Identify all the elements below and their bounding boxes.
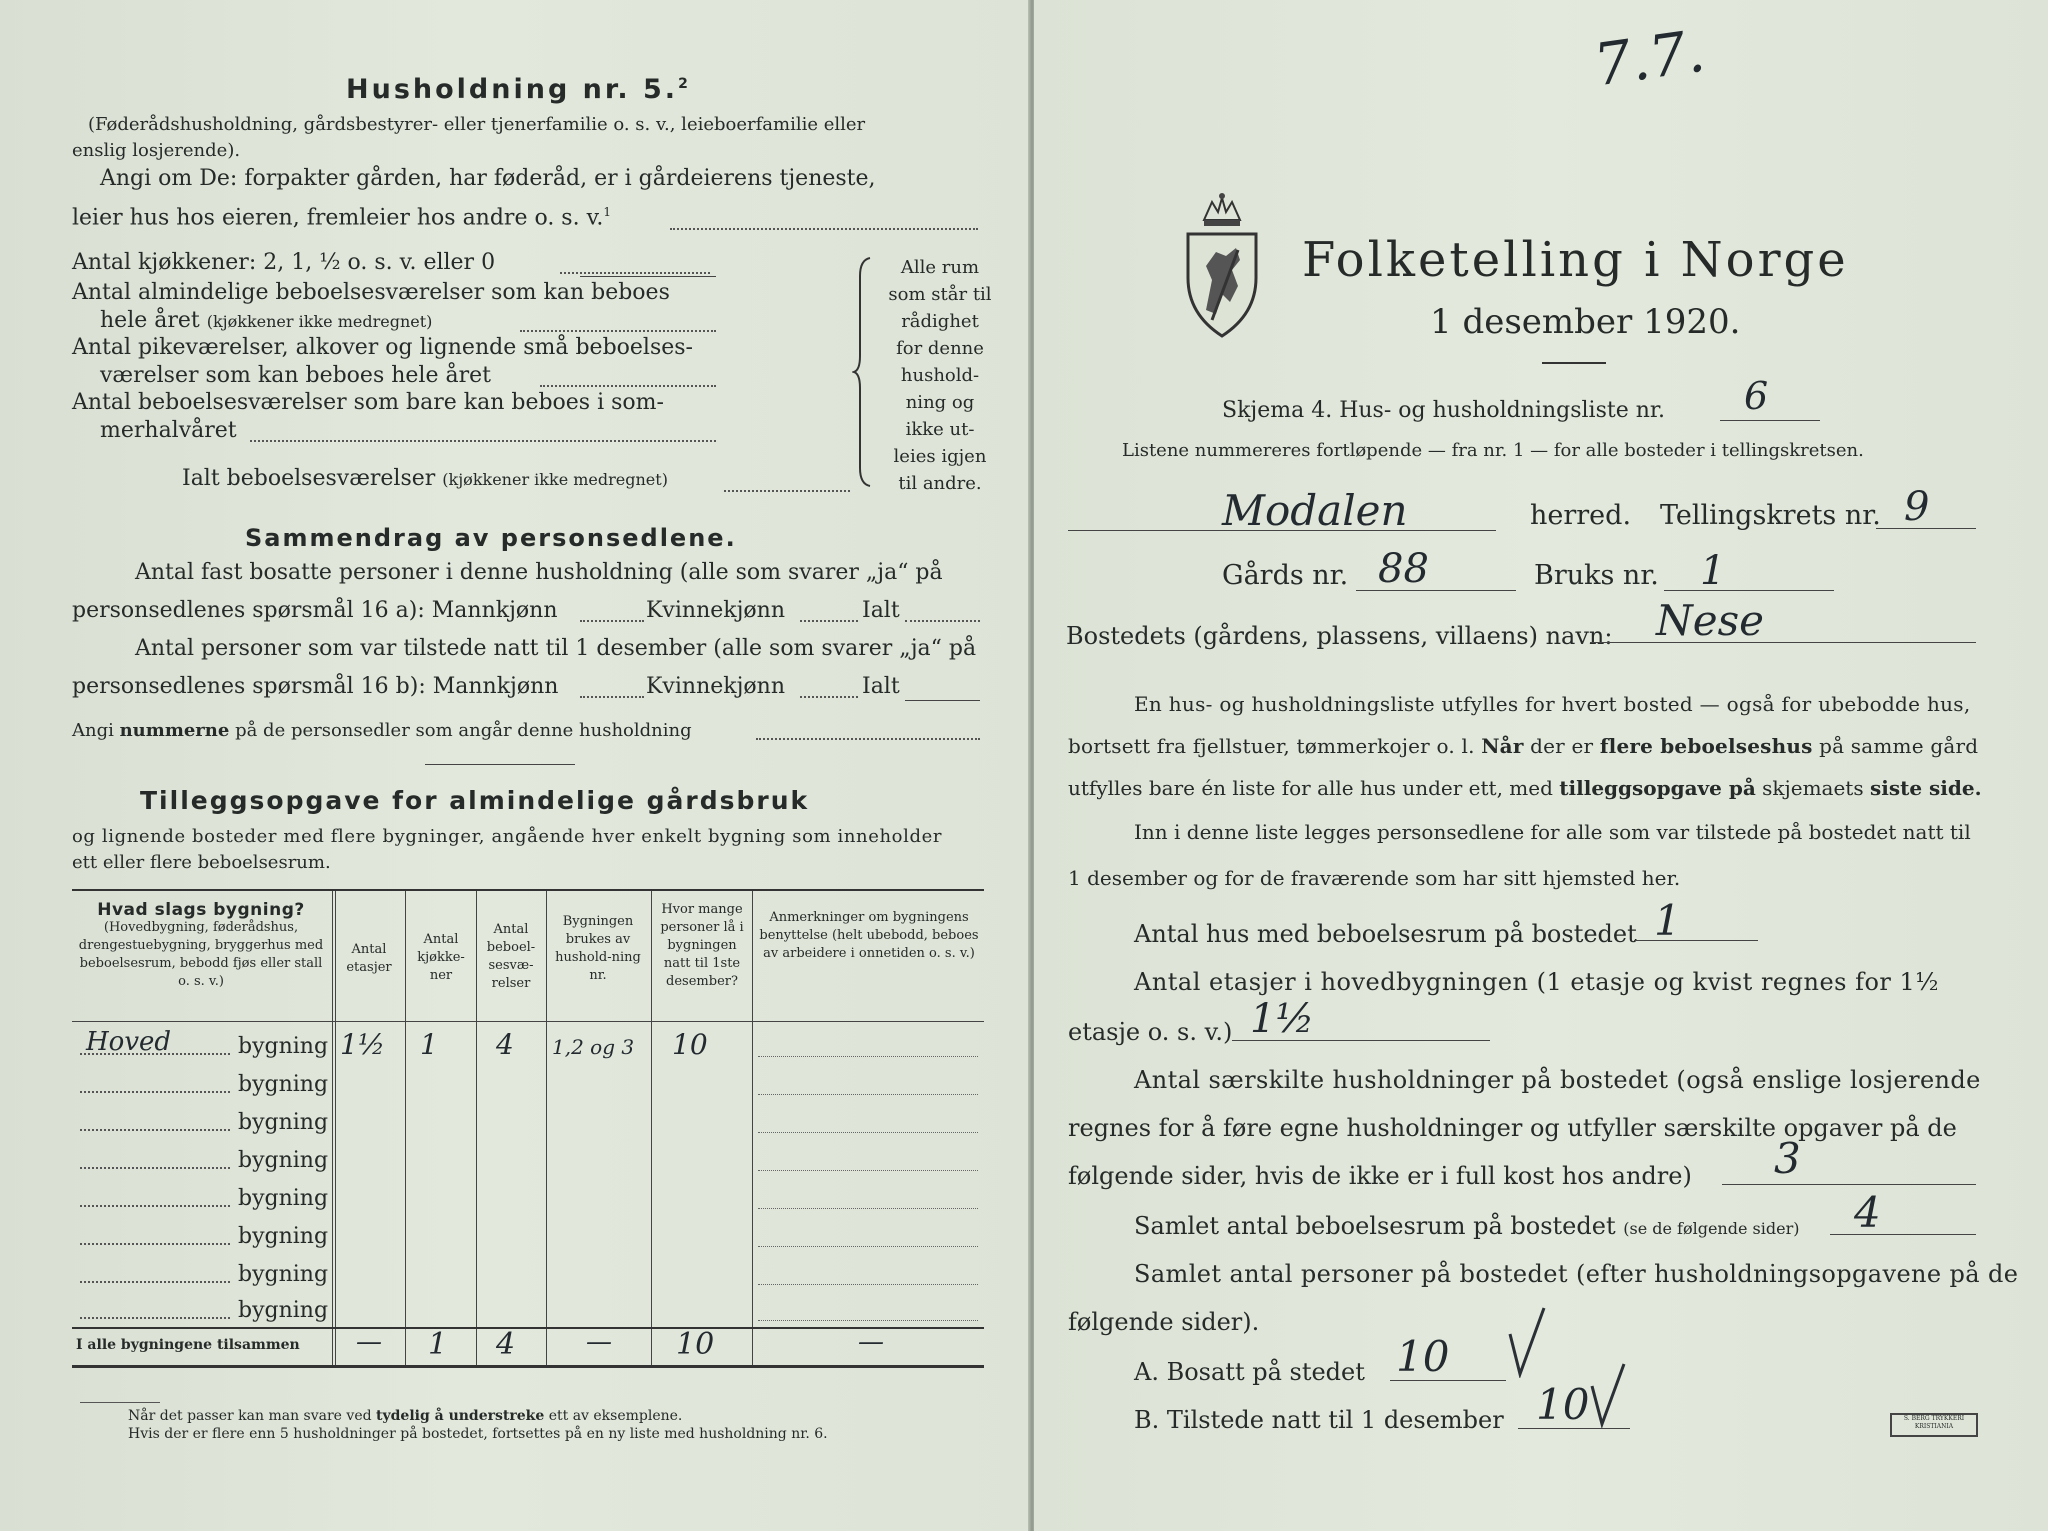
summary-b-total-label: Ialt <box>862 674 900 699</box>
census-date: 1 desember 1920. <box>1430 302 1741 342</box>
table-row[interactable] <box>72 1177 984 1215</box>
summary-a-total-field[interactable] <box>905 620 980 622</box>
herred-value: Modalen <box>1222 486 1408 535</box>
q-rooms: Samlet antal beboelsesrum på bostedet (se de følgende sider) <box>1134 1212 1800 1240</box>
q-houses-value: 1 <box>1654 896 1681 945</box>
header-household-nr: Bygningen brukes av hushold-ning nr. <box>555 914 641 983</box>
row-remarks-line <box>758 1170 978 1171</box>
header-kitchens: Antal kjøkke-ner <box>417 932 465 983</box>
table-row[interactable] <box>72 1139 984 1177</box>
table-row[interactable] <box>72 1025 984 1063</box>
summary-b-line-2: personsedlenes spørsmål 16 b): Mannkjønn <box>72 674 559 699</box>
divider <box>425 764 575 765</box>
q-present-label: B. Tilstede natt til 1 desember <box>1134 1406 1504 1434</box>
ask-line-2: leier hus hos eieren, fremleier hos andre o. s. v.$^1$ <box>72 205 612 231</box>
row-households-value: 1,2 og 3 <box>552 1035 635 1059</box>
row-type-line <box>80 1167 230 1169</box>
row-label: bygning <box>238 1110 329 1135</box>
header-floors: Antal etasjer <box>346 942 392 975</box>
corner-note: 7.7. <box>1589 16 1709 100</box>
buildings-table <box>72 889 984 1368</box>
row-label: bygning <box>238 1186 329 1211</box>
rooms-question-3b: værelser som kan beboes hele året <box>100 363 491 388</box>
row-label: bygning <box>238 1262 329 1287</box>
rooms-answer-line-2[interactable] <box>520 330 716 332</box>
row-type-line <box>80 1205 230 1207</box>
row-remarks-line <box>758 1056 978 1057</box>
ask-answer-line[interactable] <box>670 228 978 230</box>
q-resident-value: 10 <box>1396 1332 1450 1381</box>
bosted-label: Bostedets (gårdens, plassens, villaens) navn: <box>1066 622 1613 650</box>
row-remarks-line <box>758 1208 978 1209</box>
kitchens-question: Antal kjøkkener: 2, 1, ½ o. s. v. eller 0 <box>72 250 496 275</box>
row-kitchens-value: 1 <box>420 1028 438 1061</box>
rooms-total-line[interactable] <box>724 490 850 492</box>
row-label: bygning <box>238 1224 329 1249</box>
bruks-value: 1 <box>1700 548 1726 594</box>
supplement-text-2: ett eller flere beboelsesrum. <box>72 852 331 873</box>
checkmark-icon <box>1506 1304 1548 1378</box>
summary-a-female-label: Kvinnekjønn <box>646 598 785 623</box>
q-persons-line-2: følgende sider). <box>1068 1308 1260 1336</box>
rooms-question-2a: Antal almindelige beboelsesværelser som kan beboes <box>72 280 670 305</box>
summary-b-male-field[interactable] <box>580 696 644 698</box>
q-households-line[interactable] <box>1722 1184 1976 1185</box>
total-label: I alle bygningene tilsammen <box>76 1337 300 1353</box>
para2-line-2: 1 desember og for de fraværende som har sitt hjemsted her. <box>1068 866 1681 890</box>
q-houses-line[interactable] <box>1634 940 1758 941</box>
bruks-label: Bruks nr. <box>1534 560 1659 591</box>
census-title: Folketelling i Norge <box>1302 232 1849 288</box>
header-rooms: Antal beboel-sesvæ-relser <box>486 922 536 991</box>
supplement-text-1: og lignende bosteder med flere bygninger, angående hver enkelt bygning som inneholder <box>72 826 943 847</box>
numbering-note: Listene nummereres fortløpende — fra nr. 1 — for alle bosteder i tellingskretsen. <box>1122 440 1864 461</box>
footnote-2: Hvis der er flere enn 5 husholdninger på bostedet, fortsettes på en ny liste med husholdning nr. 6. <box>128 1426 828 1442</box>
total-persons: 10 <box>676 1327 715 1362</box>
ask-line-1: Angi om De: forpakter gården, har føderåd, er i gårdeierens tjeneste, <box>100 166 876 191</box>
header-remarks: Anmerkninger om bygningens benyttelse (helt ubebodd, beboes av arbeidere i onnetiden o. s. v.) <box>759 910 979 961</box>
summary-b-line-1: Antal personer som var tilstede natt til 1 desember (alle som svarer „ja“ på <box>135 636 977 661</box>
gards-value: 88 <box>1378 546 1429 592</box>
q-houses: Antal hus med beboelsesrum på bostedet <box>1134 920 1637 948</box>
kitchens-dots <box>560 272 710 274</box>
rooms-question-3a: Antal pikeværelser, alkover og lignende små beboelses- <box>72 335 693 360</box>
para1-line-2: bortsett fra fjellstuer, tømmerkojer o. l. Når der er flere beboelseshus på samme gård <box>1068 734 1979 758</box>
table-row[interactable] <box>72 1253 984 1291</box>
total-rooms: 4 <box>496 1327 516 1362</box>
rooms-question-2b: hele året (kjøkkener ikke medregnet) <box>100 308 433 333</box>
row-remarks-line <box>758 1094 978 1095</box>
total-divider <box>72 1327 984 1329</box>
total-kitchens: 1 <box>428 1327 448 1362</box>
q-present-value: 10 <box>1536 1380 1590 1429</box>
row-rooms-value: 4 <box>496 1028 514 1061</box>
total-notes: — <box>858 1327 884 1357</box>
bosted-value: Nese <box>1656 596 1765 645</box>
brace-icon <box>852 256 874 488</box>
summary-b-female-label: Kvinnekjønn <box>646 674 785 699</box>
schema-nr-line[interactable] <box>1720 420 1820 421</box>
footnote-1: Når det passer kan man svare ved tydelig å understreke ett av eksemplene. <box>128 1408 683 1424</box>
footnote-rule <box>80 1402 160 1403</box>
rooms-total: Ialt beboelsesværelser (kjøkkener ikke medregnet) <box>182 466 668 491</box>
supplement-heading: Tilleggsopgave for almindelige gårdsbruk <box>140 786 810 815</box>
para2-line-1: Inn i denne liste legges personsedlene for alle som var tilstede på bostedet natt til <box>1134 820 1971 844</box>
numbers-field[interactable] <box>756 738 980 740</box>
q-households-line-2: regnes for å føre egne husholdninger og utfyller særskilte opgaver på de <box>1068 1114 1957 1142</box>
total-floors: — <box>356 1327 382 1357</box>
numbers-instruction: Angi nummerne på de personsedler som angår denne husholdning <box>72 720 692 741</box>
row-type-line <box>80 1317 230 1319</box>
summary-a-total-label: Ialt <box>862 598 900 623</box>
q-rooms-line[interactable] <box>1830 1234 1976 1235</box>
rooms-question-4a: Antal beboelsesværelser som bare kan beboes i som- <box>72 390 664 415</box>
q-resident-label: A. Bosatt på stedet <box>1134 1358 1365 1386</box>
row-type-line <box>80 1091 230 1093</box>
row-remarks-line <box>758 1132 978 1133</box>
q-households-value: 3 <box>1774 1134 1801 1183</box>
household-intro-note-2: enslig losjerende). <box>72 140 241 161</box>
row-remarks-line <box>758 1320 978 1321</box>
summary-a-male-field[interactable] <box>580 620 644 622</box>
schema-label: Skjema 4. Hus- og husholdningsliste nr. <box>1222 398 1665 423</box>
total-households: — <box>586 1327 612 1357</box>
summary-b-total-field[interactable] <box>905 700 980 701</box>
header-building-type: Hvad slags bygning? (Hovedbygning, føderådshus, drengestuebygning, bryggerhus med beboelsesrum, bebodd fjøs eller stall o. s. v.) <box>78 900 324 989</box>
row-label: bygning <box>238 1298 329 1323</box>
row-type-line <box>80 1129 230 1131</box>
summary-a-female-field[interactable] <box>800 620 858 622</box>
q-households-line-1: Antal særskilte husholdninger på bostedet (også enslige losjerende <box>1134 1066 1981 1094</box>
table-row[interactable] <box>72 1101 984 1139</box>
bruks-line[interactable] <box>1664 590 1834 591</box>
table-row[interactable] <box>72 1063 984 1101</box>
rooms-answer-line-3[interactable] <box>540 385 716 387</box>
summary-a-line-1: Antal fast bosatte personer i denne husholdning (alle som svarer „ja“ på <box>135 560 943 585</box>
table-row[interactable] <box>72 1215 984 1253</box>
rooms-answer-line-4[interactable] <box>250 440 716 442</box>
header-persons: Hvor mange personer lå i bygningen natt til 1ste desember? <box>660 902 744 989</box>
q-floors-value: 1½ <box>1250 996 1315 1042</box>
coat-of-arms-icon <box>1182 190 1262 340</box>
row-persons-value: 10 <box>672 1028 708 1061</box>
checkmark-icon <box>1588 1360 1628 1428</box>
row-type-line <box>80 1281 230 1283</box>
summary-heading: Sammendrag av personsedlene. <box>245 524 737 552</box>
q-households-line-3: følgende sider, hvis de ikke er i full kost hos andre) <box>1068 1162 1692 1190</box>
herred-label: herred. <box>1530 500 1632 531</box>
row-remarks-line <box>758 1284 978 1285</box>
row-label: bygning <box>238 1148 329 1173</box>
para1-line-3: utfylles bare én liste for alle hus under ett, med tilleggsopgave på skjemaets siste side. <box>1068 776 1982 800</box>
household-title: Husholdning nr. 5.$^2$ <box>346 74 691 105</box>
row-type-value: Hoved <box>86 1027 172 1057</box>
krets-value: 9 <box>1904 484 1930 530</box>
row-label: bygning <box>238 1034 329 1059</box>
summary-b-female-field[interactable] <box>800 696 858 698</box>
rooms-question-4b: merhalvåret <box>100 418 237 443</box>
household-intro-note: (Føderådshusholdning, gårdsbestyrer- eller tjenerfamilie o. s. v., leieboerfamilie eller <box>88 114 866 135</box>
summary-a-line-2: personsedlenes spørsmål 16 a): Mannkjønn <box>72 598 558 623</box>
row-label: bygning <box>238 1072 329 1097</box>
table-row[interactable] <box>72 1289 984 1327</box>
gards-label: Gårds nr. <box>1222 560 1349 591</box>
row-type-line <box>80 1243 230 1245</box>
schema-nr-value: 6 <box>1744 374 1769 418</box>
rooms-side-note: Alle rum som står til rådighet for denne hushold- ning og ikke ut- leies igjen til andre. <box>888 257 992 494</box>
q-persons-line-1: Samlet antal personer på bostedet (efter husholdningsopgavene på de <box>1134 1260 2019 1288</box>
row-remarks-line <box>758 1246 978 1247</box>
q-floors-line-2: etasje o. s. v.) <box>1068 1018 1233 1046</box>
bosted-line[interactable] <box>1590 642 1976 643</box>
para1-line-1: En hus- og husholdningsliste utfylles for hvert bosted — også for ubebodde hus, <box>1134 692 1971 716</box>
krets-label: Tellingskrets nr. <box>1660 500 1881 531</box>
row-floors-value: 1½ <box>340 1028 385 1061</box>
printer-stamp: S. BERG TRYKKERI KRISTIANIA <box>1890 1413 1978 1437</box>
header-divider <box>72 1021 984 1022</box>
q-floors-line-1: Antal etasjer i hovedbygningen (1 etasje og kvist regnes for 1½ <box>1134 968 1940 996</box>
q-rooms-value: 4 <box>1854 1188 1881 1237</box>
kitchens-answer-line[interactable] <box>580 276 716 277</box>
title-divider <box>1542 362 1606 364</box>
